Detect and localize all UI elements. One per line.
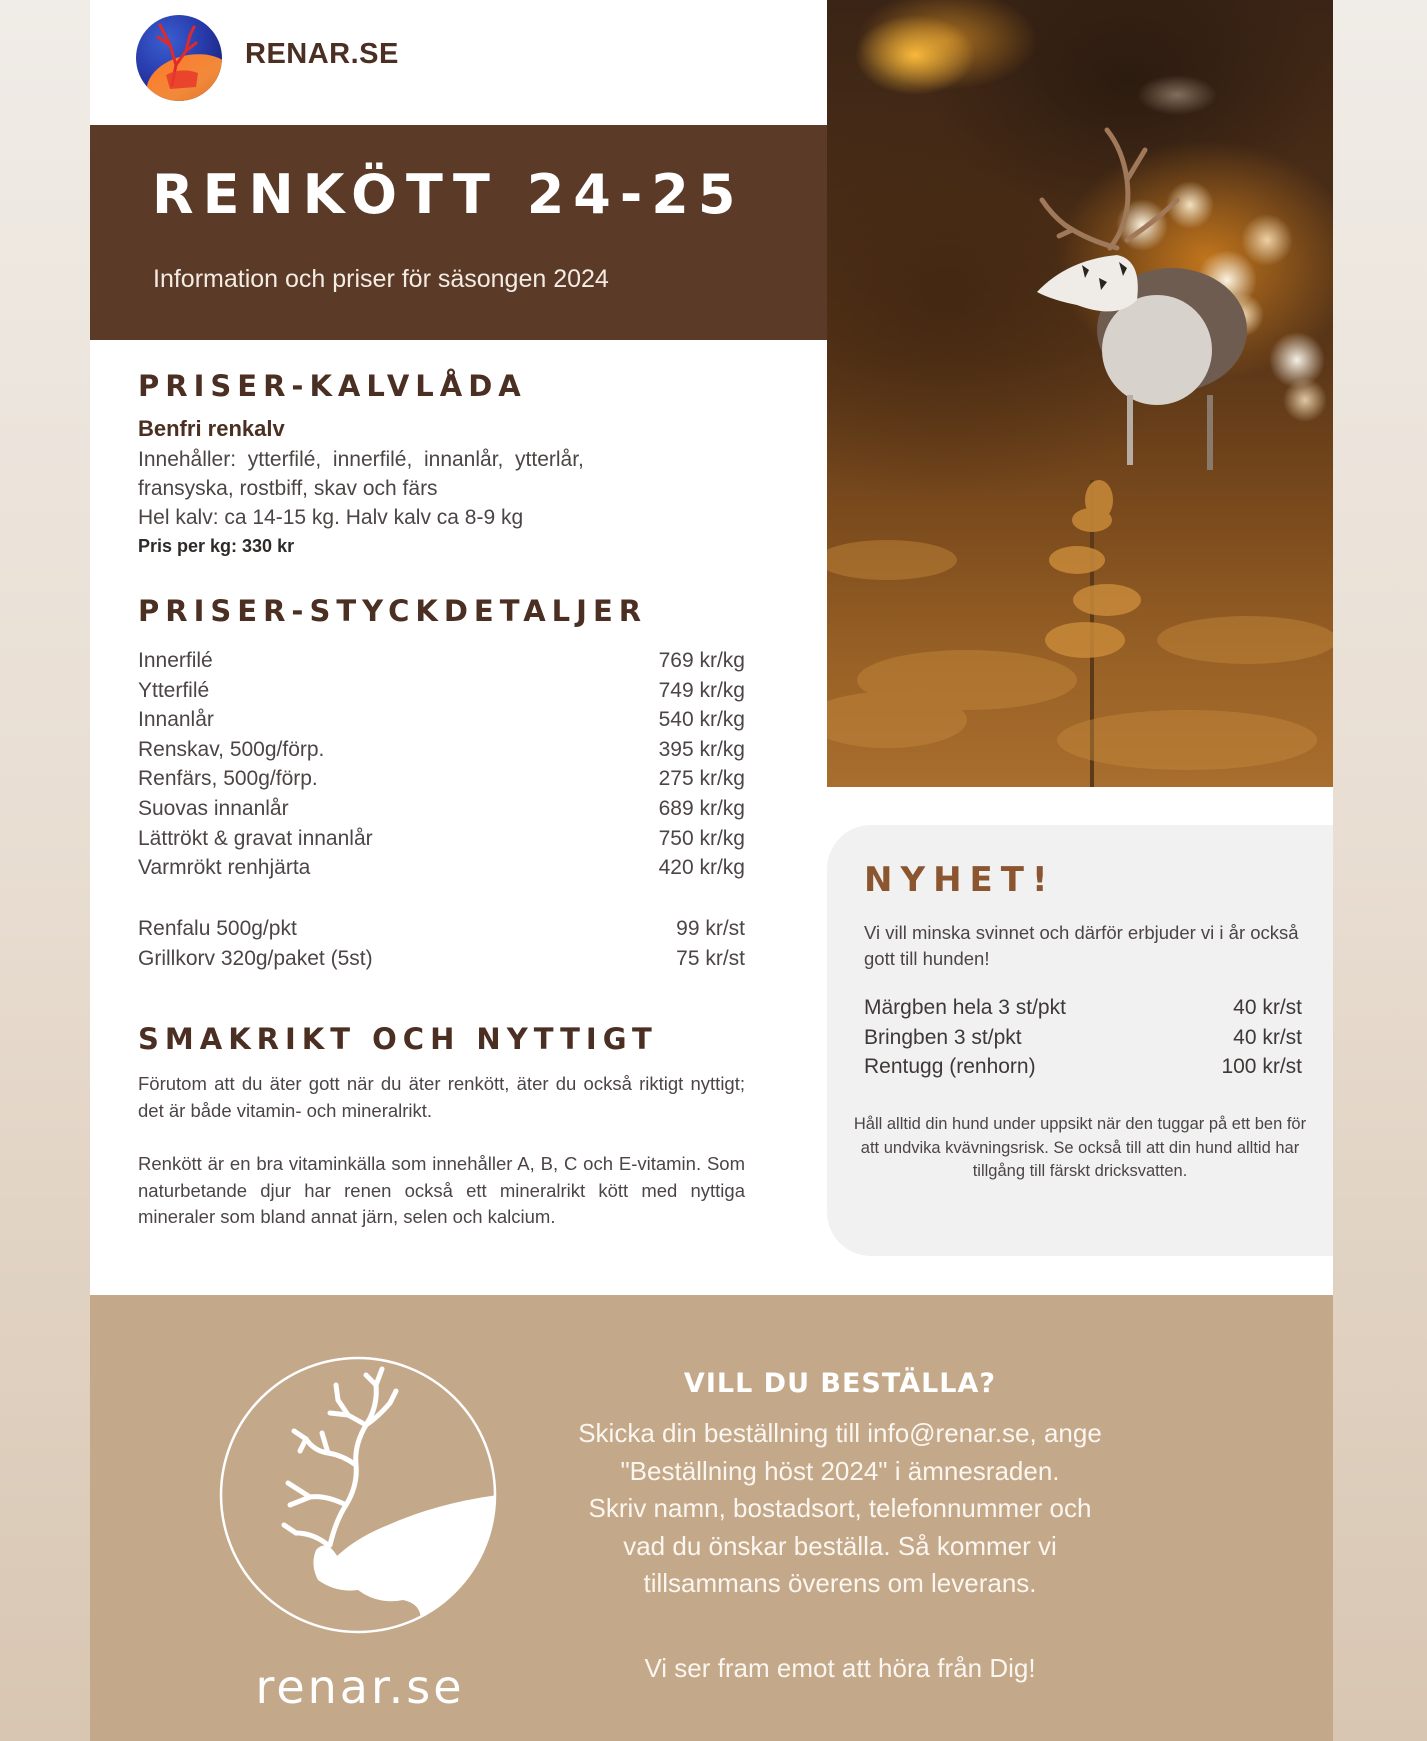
- price-row: Grillkorv 320g/paket (5st) 75 kr/st: [138, 946, 745, 970]
- order-footer: [90, 1295, 1333, 1741]
- price-row: Rentugg (renhorn) 100 kr/st: [864, 1055, 1302, 1078]
- price-row: Ytterfilé 749 kr/kg: [138, 678, 745, 702]
- price-row: Varmrökt renhjärta 420 kr/kg: [138, 856, 745, 880]
- nutrition-paragraph-2: Renkött är en bra vitaminkälla som innehåller A, B, C och E-vitamin. Som naturbetande djur har renen också ett mineralrikt kött med nyttiga mineraler som bland annat järn, selen och kalcium.: [138, 1153, 745, 1227]
- product-name: Benfri renkalv: [138, 416, 285, 441]
- cta-line: vad du önskar beställa. Så kommer vi: [623, 1530, 1057, 1561]
- cta-line: Skicka din beställning till info@renar.se, ange: [578, 1418, 1102, 1448]
- price-row: Bringben 3 st/pkt 40 kr/st: [864, 1025, 1302, 1049]
- price-row: Renfalu 500g/pkt 99 kr/st: [138, 917, 745, 940]
- price-list: [138, 646, 745, 883]
- page-title: RENKÖTT 24-25: [152, 163, 745, 226]
- cta-line: tillsammans överens om leverans.: [643, 1568, 1037, 1598]
- section-heading-kalvlada: PRISER-KALVLÅDA: [138, 369, 527, 403]
- cta-body: [560, 1415, 1120, 1603]
- section-heading-smakrikt: SMAKRIKT OCH NYTTIGT: [138, 1022, 658, 1056]
- cta-title: VILL DU BESTÄLLA?: [683, 1368, 997, 1399]
- section-heading-styckdetaljer: PRISER-STYCKDETALJER: [138, 594, 648, 628]
- cta-line: Skriv namn, bostadsort, telefonnummer och: [588, 1493, 1092, 1523]
- nyhet-intro: Vi vill minska svinnet och därför erbjuder vi i år också gott till hunden!: [864, 922, 1299, 969]
- price-poster: [90, 0, 1333, 1741]
- product-price: Pris per kg: 330 kr: [138, 536, 295, 556]
- brand-name: RENAR.SE: [245, 38, 399, 70]
- extra-price-list: [138, 914, 745, 973]
- price-row: Märgben hela 3 st/pkt 40 kr/st: [864, 996, 1302, 1019]
- footer-domain: renar.se: [255, 1660, 465, 1714]
- cta-closing: Vi ser fram emot att höra från Dig!: [644, 1653, 1036, 1683]
- page-subtitle: Information och priser för säsongen 2024: [153, 265, 609, 293]
- price-row: Suovas innanlår 689 kr/kg: [138, 796, 745, 820]
- price-row: Renskav, 500g/förp. 395 kr/kg: [138, 737, 745, 761]
- title-band: [90, 125, 827, 340]
- price-row: Innanlår 540 kr/kg: [138, 708, 745, 732]
- product-weight: Hel kalv: ca 14-15 kg. Halv kalv ca 8-9 kg: [138, 506, 524, 529]
- nyhet-heading: NYHET!: [864, 860, 1056, 900]
- reindeer-photo: [827, 0, 1333, 787]
- product-contents: Innehåller: ytterfilé, innerfilé, innanlår, ytterlår,: [138, 448, 584, 471]
- nutrition-paragraph-1: Förutom att du äter gott när du äter renkött, äter du också riktigt nyttigt; det är både vitamin- och mineralrikt.: [138, 1073, 745, 1121]
- price-row: Innerfilé 769 kr/kg: [138, 649, 745, 672]
- nyhet-panel: [827, 825, 1333, 1256]
- price-row: Lättrökt & gravat innanlår 750 kr/kg: [138, 826, 745, 850]
- product-contents-cont: fransyska, rostbiff, skav och färs: [138, 477, 438, 500]
- safety-note: Håll alltid din hund under uppsikt när den tuggar på ett ben för att undvika kvävningsrisk. Se också till att din hund alltid har tillgång till färskt dricksvatten.: [853, 1115, 1307, 1180]
- renar-logo-icon: [136, 15, 222, 101]
- price-row: Renfärs, 500g/förp. 275 kr/kg: [138, 767, 745, 791]
- reindeer-emblem-icon: [218, 1355, 498, 1635]
- cta-line: "Beställning höst 2024" i ämnesraden.: [620, 1455, 1060, 1486]
- dog-treat-list: [864, 993, 1302, 1082]
